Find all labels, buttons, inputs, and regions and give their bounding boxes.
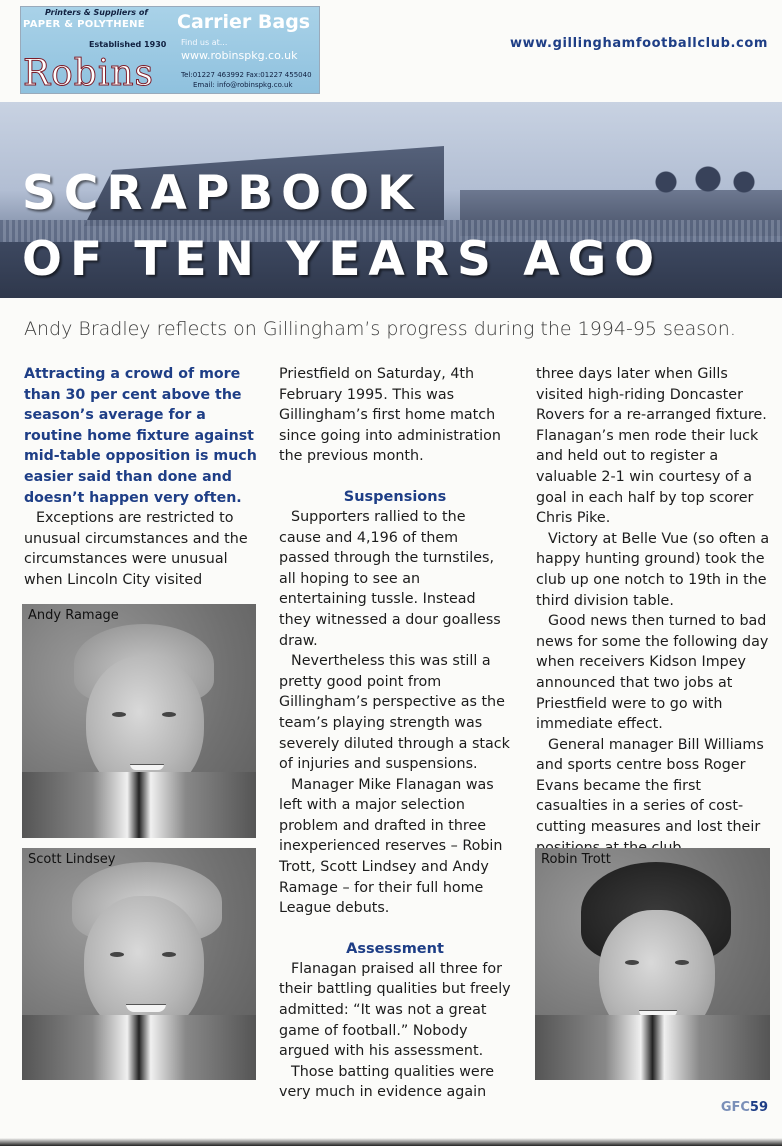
eye <box>112 712 126 717</box>
photo-caption: Robin Trott <box>541 852 611 867</box>
article-paragraph: Priestfield on Saturday, 4th February 1995. This was Gillingham’s first home match since going into administration the previous month. <box>279 366 501 465</box>
mouth <box>126 1004 166 1012</box>
advert-tel: Tel:01227 463992 Fax:01227 455040 <box>181 71 312 79</box>
advert-established: Established 1930 <box>89 40 167 49</box>
article-column-2 <box>279 364 511 1103</box>
article-paragraph: Manager Mike Flanagan was left with a major selection problem and drafted in three inexperienced reserves – Robin Trott, Scott Lindsey and Andy Ramage – for their full home League debuts. <box>279 776 503 917</box>
section-heading-assessment: Assessment <box>346 940 444 957</box>
article-paragraph: Exceptions are restricted to unusual circumstances and the circumstances were unusual when Lincoln City visited <box>24 510 248 588</box>
article-paragraph: three days later when Gills visited high-riding Doncaster Rovers for a re-arranged fixture. Flanagan’s men rode their luck and held out to register a valuable 2-1 win courtesy of a goal in each half by top scorer Chris Pike. <box>536 366 767 527</box>
article-paragraph: Those batting qualities were very much in evidence again <box>279 1063 495 1101</box>
article-paragraph: Flanagan praised all three for their battling qualities but freely admitted: “It was not a great game of football.” Nobody argued with his assessment. <box>279 960 511 1060</box>
article-subtitle: Andy Bradley reflects on Gillingham’s progress during the 1994-95 season. <box>24 318 736 340</box>
advert-email: Email: info@robinspkg.co.uk <box>193 81 293 89</box>
photo-robin-trott <box>535 848 770 1080</box>
photo-caption: Andy Ramage <box>28 608 119 623</box>
robins-advert <box>20 6 320 94</box>
robins-logo: Robins <box>23 53 154 94</box>
advert-printers: Printers & Suppliers of <box>45 8 148 17</box>
trees <box>642 164 762 194</box>
advert-web: www.robinspkg.co.uk <box>181 49 298 62</box>
photo-andy-ramage <box>22 604 256 838</box>
mouth <box>130 764 164 770</box>
photo-caption: Scott Lindsey <box>28 852 116 867</box>
page-number <box>721 1100 768 1115</box>
article-column-1 <box>24 364 258 591</box>
article-lead: Attracting a crowd of more than 30 per cent above the season’s average for a routine home fixture against mid-table opposition is much easier said than done and doesn’t happen very often. <box>24 366 257 506</box>
eye <box>162 712 176 717</box>
page-number-prefix: GFC <box>720 1100 750 1115</box>
shirt <box>535 1015 770 1080</box>
article-paragraph: General manager Bill Williams and sports centre boss Roger Evans became the first casualties in a series of cost-cutting measures and lost their <box>536 736 764 836</box>
photo-scott-lindsey <box>22 848 256 1080</box>
page-number-value: 59 <box>749 1100 768 1115</box>
eye <box>162 952 176 957</box>
bottom-edge <box>0 1138 782 1146</box>
article-paragraph: Victory at Belle Vue (so often a happy hunting ground) took the club up one notch to 19th in the third division table. <box>536 530 770 609</box>
advert-paper: PAPER & POLYTHENE <box>23 19 145 30</box>
advert-headline: Carrier Bags <box>177 11 311 33</box>
eye <box>675 960 689 965</box>
article-paragraph: Nevertheless this was still a pretty good point from Gillingham’s perspective as the team’s playing strength was severely diluted through a stack of injuries and suspensions. <box>279 653 510 773</box>
article-paragraph: Good news then turned to bad news for some the following day when receivers Kidson Impey announced that two jobs at Priestfield were to go with immediate effect. <box>536 613 769 733</box>
page-title-line2: OF TEN YEARS AGO <box>22 232 663 287</box>
club-website: www.gillinghamfootballclub.com <box>510 36 768 51</box>
section-heading-suspensions: Suspensions <box>343 488 447 505</box>
page-title-line1: SCRAPBOOK <box>22 166 422 221</box>
shirt <box>22 772 256 838</box>
advert-find-us: Find us at... <box>181 38 228 47</box>
eye <box>110 952 124 957</box>
article-column-3 <box>536 364 772 858</box>
article-paragraph: Supporters rallied to the cause and 4,196 of them passed through the turnstiles, all hoping to see an entertaining tussle. Instead they witnessed a dour goalless draw. <box>279 508 501 649</box>
shirt <box>22 1015 256 1080</box>
eye <box>625 960 639 965</box>
